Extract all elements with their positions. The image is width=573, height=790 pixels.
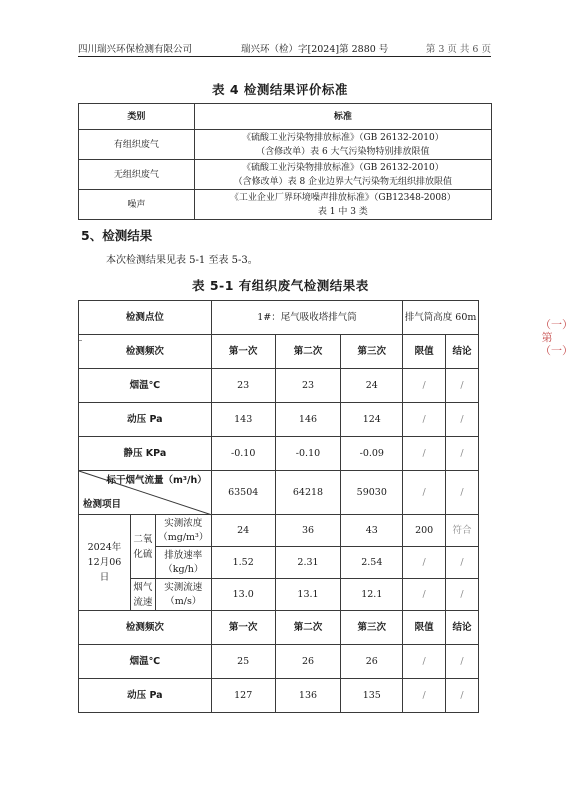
t51-col: 第三次	[341, 611, 403, 645]
t51-freq-label: 检测频次	[79, 335, 212, 369]
t51-cell: 2.54	[341, 547, 403, 579]
table-row	[79, 645, 479, 679]
seal-margin-note: （一）第（一）	[540, 318, 573, 357]
header-page: 第 3 页 共 6 页	[425, 44, 491, 55]
t51-cell: 26	[275, 645, 341, 679]
t4-std-line2: （含修改单）表 6 大气污染物特别排放限值	[256, 146, 430, 157]
table-row	[79, 579, 479, 611]
t4-std-line1: 《工业企业厂界环境噪声排放标准》（GB12348-2008）	[229, 192, 456, 203]
t51-gasflow: 烟气流速	[130, 579, 155, 611]
t51-cell: /	[446, 471, 479, 515]
table-row	[79, 403, 479, 437]
t51-cell: 143	[211, 403, 275, 437]
table-row	[79, 679, 479, 713]
t51-cell: 24	[211, 515, 275, 547]
t51-cell: 23	[211, 369, 275, 403]
table51	[78, 300, 479, 713]
t51-cell: 12.1	[341, 579, 403, 611]
t51-cell: 2.31	[275, 547, 341, 579]
t51-cell: 1.52	[211, 547, 275, 579]
t51-sub-label: 排放速率（kg/h）	[155, 547, 211, 579]
table-row	[79, 471, 479, 515]
t4-row	[79, 130, 492, 160]
table51-title: 表 5-1 有组织废气检测结果表	[192, 278, 369, 293]
t4-header-standard: 标准	[194, 104, 491, 130]
t51-cell: /	[403, 645, 446, 679]
t4-row	[79, 190, 492, 220]
section5-text: 本次检测结果见表 5-1 至表 5-3。	[106, 255, 258, 266]
t51-cell: /	[403, 579, 446, 611]
t51-cell: /	[446, 645, 479, 679]
t51-point-value: 1#：尾气吸收塔排气筒	[211, 301, 402, 335]
t51-cell: 127	[211, 679, 275, 713]
t51-cell: /	[403, 547, 446, 579]
t51-cell: /	[446, 403, 479, 437]
table4	[78, 103, 492, 220]
t4-category: 无组织废气	[79, 160, 195, 190]
t51-col: 第一次	[211, 611, 275, 645]
t51-cell: 64218	[275, 471, 341, 515]
t51-cell: 13.0	[211, 579, 275, 611]
t51-cell: 26	[341, 645, 403, 679]
t51-cell: -0.09	[341, 437, 403, 471]
t51-cell: 36	[275, 515, 341, 547]
t51-cell: /	[446, 579, 479, 611]
t51-col: 结论	[446, 335, 479, 369]
t51-cell: /	[446, 369, 479, 403]
t4-category: 有组织废气	[79, 130, 195, 160]
header-rule	[78, 56, 491, 57]
t51-cell: 146	[275, 403, 341, 437]
t4-std-line2: 表 1 中 3 类	[317, 206, 368, 217]
t51-cell: 59030	[341, 471, 403, 515]
t51-row-label: 烟温℃	[79, 369, 212, 403]
t51-diagonal-header	[79, 471, 212, 515]
t51-freq-label: 检测频次	[79, 611, 212, 645]
t4-row	[79, 160, 492, 190]
t4-header-category: 类别	[79, 104, 195, 130]
t51-cell: -0.10	[211, 437, 275, 471]
t4-category: 噪声	[79, 190, 195, 220]
t51-cell: /	[403, 437, 446, 471]
t51-cell: /	[446, 437, 479, 471]
t51-point-label: 检测点位	[79, 301, 212, 335]
t51-cell: /	[403, 471, 446, 515]
t51-sub-label: 实测流速（m/s）	[155, 579, 211, 611]
t51-cell: 136	[275, 679, 341, 713]
t51-cell: /	[446, 547, 479, 579]
t51-so2: 二氧化硫	[130, 515, 155, 579]
t51-cell: 符合	[446, 515, 479, 547]
table-row	[79, 515, 479, 547]
t51-cell: /	[446, 679, 479, 713]
t51-cell: 135	[341, 679, 403, 713]
t51-cell: 43	[341, 515, 403, 547]
t51-col: 限值	[403, 335, 446, 369]
t51-cell: -0.10	[275, 437, 341, 471]
t51-col: 结论	[446, 611, 479, 645]
t51-cell: 63504	[211, 471, 275, 515]
t51-row-label: 静压 KPa	[79, 437, 212, 471]
t51-row-label: 烟温℃	[79, 645, 212, 679]
t51-cell: 25	[211, 645, 275, 679]
t51-date: 2024年12月06日	[79, 515, 131, 611]
table4-title: 表 4 检测结果评价标准	[212, 82, 348, 97]
header-org: 四川瑞兴环保检测有限公司	[78, 44, 193, 55]
t51-col: 第三次	[341, 335, 403, 369]
t51-cell: 124	[341, 403, 403, 437]
t51-col: 限值	[403, 611, 446, 645]
t51-row-label: 动压 Pa	[79, 403, 212, 437]
t4-std-line2: （含修改单）表 8 企业边界大气污染物无组织排放限值	[233, 176, 453, 187]
section5-heading: 5、检测结果	[81, 228, 153, 243]
t51-cell: 24	[341, 369, 403, 403]
t51-flow-label: 标干烟气流量（m³/h）	[106, 475, 207, 486]
t51-col: 第一次	[211, 335, 275, 369]
scan-mark	[79, 340, 82, 341]
t51-cell: 200	[403, 515, 446, 547]
t4-std-line1: 《硫酸工业污染物排放标准》（GB 26132-2010）	[241, 132, 444, 143]
t51-col: 第二次	[275, 335, 341, 369]
t51-row-label: 动压 Pa	[79, 679, 212, 713]
header-docno: 瑞兴环（检）字[2024]第 2880 号	[241, 44, 389, 55]
t51-item-label: 检测项目	[83, 499, 122, 510]
table-row	[79, 437, 479, 471]
t4-std-line1: 《硫酸工业污染物排放标准》（GB 26132-2010）	[241, 162, 444, 173]
t51-cell: /	[403, 369, 446, 403]
table-row	[79, 369, 479, 403]
t51-cell: 13.1	[275, 579, 341, 611]
t51-cell: /	[403, 403, 446, 437]
t51-sub-label: 实测浓度（mg/m³）	[155, 515, 211, 547]
t51-cell: /	[403, 679, 446, 713]
page-header	[78, 41, 491, 57]
t51-stack-height: 排气筒高度 60m	[403, 301, 479, 335]
t51-cell: 23	[275, 369, 341, 403]
t51-col: 第二次	[275, 611, 341, 645]
